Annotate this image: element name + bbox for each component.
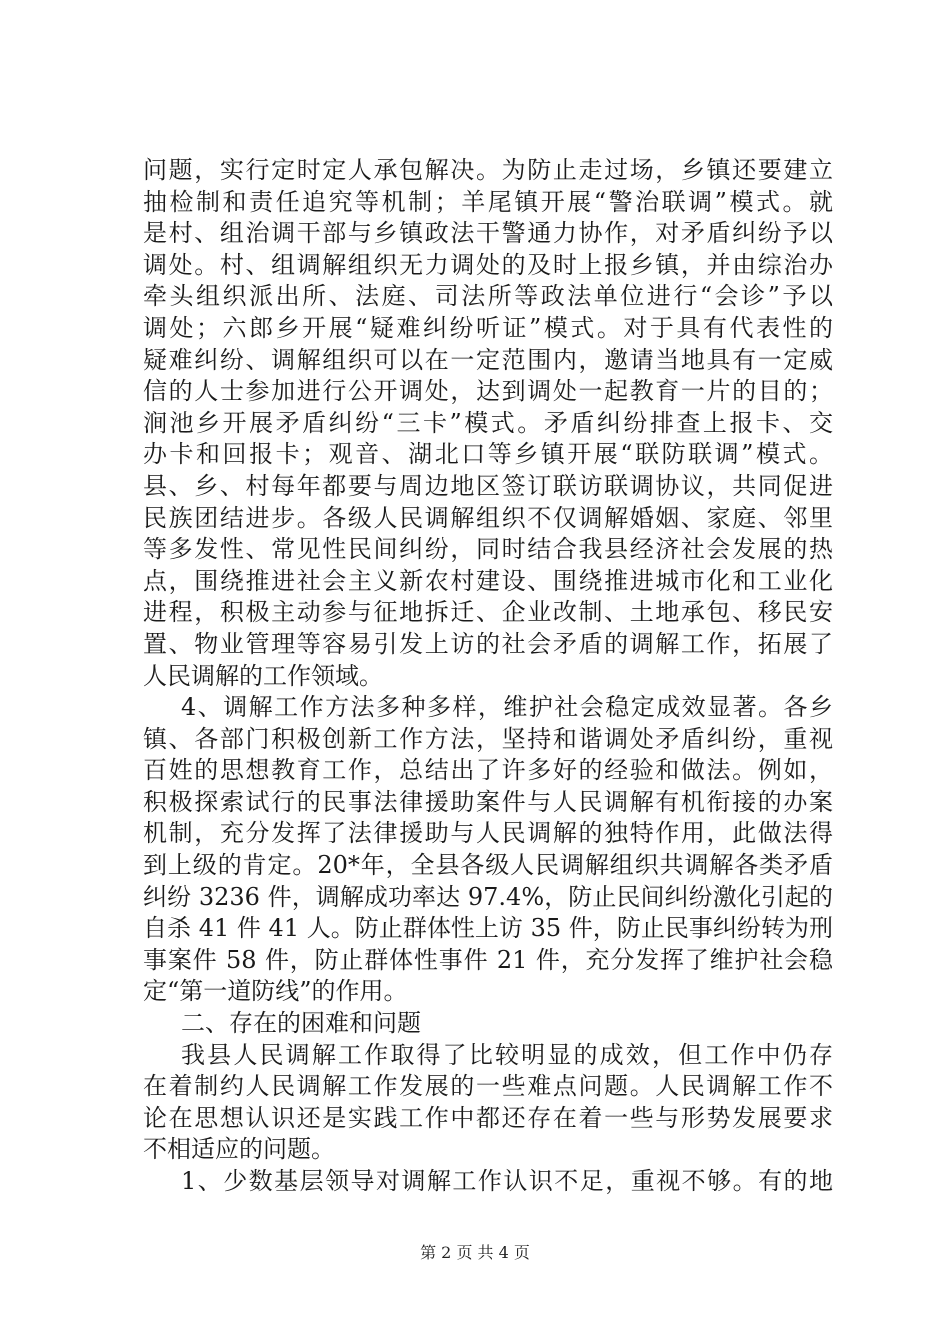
text-line: 镇、各部门积极创新工作方法，坚持和谐调处矛盾纠纷，重视 <box>143 724 833 753</box>
text-line: 县、乡、村每年都要与周边地区签订联访联调协议，共同促进 <box>143 471 833 500</box>
text-line: 在着制约人民调解工作发展的一些难点问题。人民调解工作不 <box>143 1072 833 1101</box>
text-line: 不相适应的问题。 <box>143 1135 335 1164</box>
text-line: 4、调解工作方法多种多样，维护社会稳定成效显著。各乡 <box>181 693 833 722</box>
text-line: 民族团结进步。各级人民调解组织不仅调解婚姻、家庭、邻里 <box>143 503 833 532</box>
text-line: 1、少数基层领导对调解工作认识不足，重视不够。有的地 <box>181 1167 833 1195</box>
text-line: 自杀 41 件 41 人。防止群体性上访 35 件，防止民事纠纷转为刑 <box>143 914 833 943</box>
text-line: 百姓的思想教育工作，总结出了许多好的经验和做法。例如， <box>143 756 833 785</box>
text-line: 我县人民调解工作取得了比较明显的成效，但工作中仍存 <box>181 1040 833 1069</box>
text-line: 事案件 58 件，防止群体性事件 21 件，充分发挥了维护社会稳 <box>143 945 833 974</box>
text-line: 等多发性、常见性民间纠纷，同时结合我县经济社会发展的热 <box>143 535 833 564</box>
text-line: 抽检制和责任追究等机制；羊尾镇开展“警治联调”模式。就 <box>143 187 833 216</box>
page-footer: 第 2 页 共 4 页 <box>420 1243 530 1262</box>
text-line: 积极探索试行的民事法律援助案件与人民调解有机衔接的办案 <box>143 787 833 816</box>
text-line: 牵头组织派出所、法庭、司法所等政法单位进行“会诊”予以 <box>143 282 833 311</box>
text-line: 二、存在的困难和问题 <box>181 1009 421 1038</box>
text-line: 机制，充分发挥了法律援助与人民调解的独特作用，此做法得 <box>143 819 833 848</box>
text-line: 是村、组治调干部与乡镇政法干警通力协作，对矛盾纠纷予以 <box>143 219 833 248</box>
text-line: 信的人士参加进行公开调处，达到调处一起教育一片的目的； <box>143 377 833 406</box>
text-line: 疑难纠纷、调解组织可以在一定范围内，邀请当地具有一定威 <box>143 345 833 374</box>
text-line: 问题，实行定时定人承包解决。为防止走过场，乡镇还要建立 <box>143 156 833 184</box>
text-line: 调处；六郎乡开展“疑难纠纷听证”模式。对于具有代表性的 <box>143 313 833 342</box>
text-line: 进程，积极主动参与征地拆迁、企业改制、土地承包、移民安 <box>143 598 833 627</box>
text-line: 办卡和回报卡；观音、湖北口等乡镇开展“联防联调”模式。 <box>143 440 833 469</box>
text-line: 涧池乡开展矛盾纠纷“三卡”模式。矛盾纠纷排查上报卡、交 <box>143 408 833 437</box>
text-line: 置、物业管理等容易引发上访的社会矛盾的调解工作，拓展了 <box>143 629 833 658</box>
text-line: 纠纷 3236 件，调解成功率达 97.4%，防止民间纠纷激化引起的 <box>143 882 833 911</box>
text-line: 到上级的肯定。20*年，全县各级人民调解组织共调解各类矛盾 <box>143 851 833 880</box>
document-body <box>143 155 833 1198</box>
text-line: 调处。村、组调解组织无力调处的及时上报乡镇，并由综治办 <box>143 250 833 279</box>
text-line: 人民调解的工作领域。 <box>143 661 383 690</box>
text-line: 定“第一道防线”的作用。 <box>143 977 408 1006</box>
text-line: 点，围绕推进社会主义新农村建设、围绕推进城市化和工业化 <box>143 566 833 595</box>
text-line: 论在思想认识还是实践工作中都还存在着一些与形势发展要求 <box>143 1103 833 1132</box>
